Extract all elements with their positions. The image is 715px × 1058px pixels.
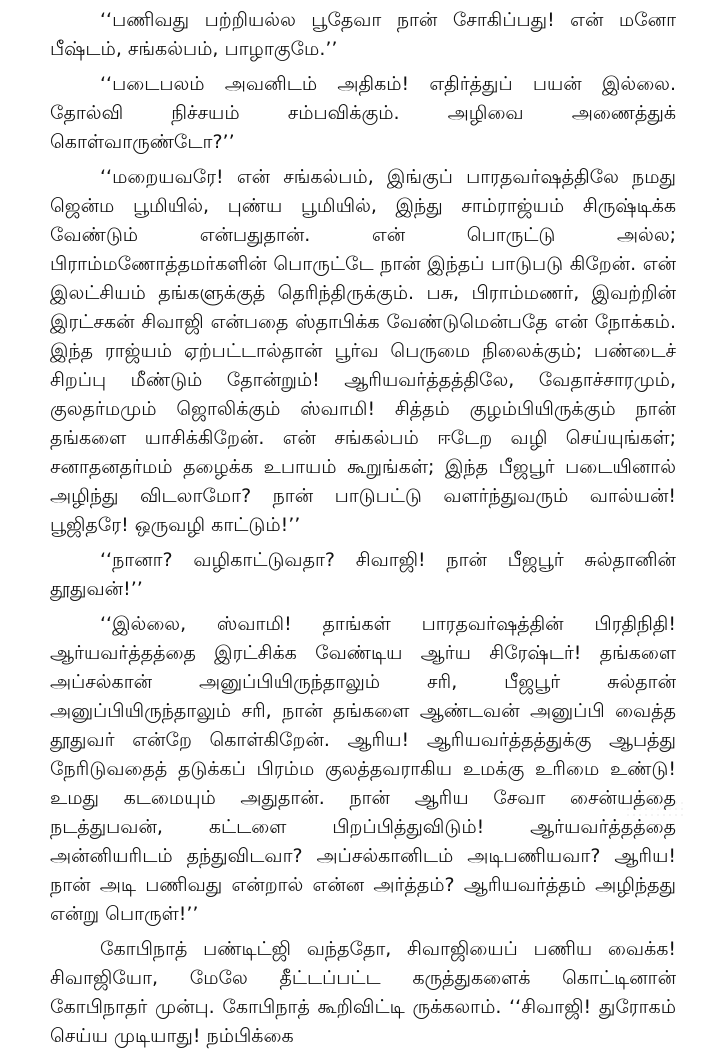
paragraph-6: கோபிநாத் பண்டிட்ஜி வந்ததோ, சிவாஜியைப் பணிய வைக்க! சிவாஜியோ, மேலே தீட்டப்பட்ட கருத்துகளைக் கொட்டினான் கோபிநாதர் முன்பு. கோபிநாத் கூறிவிட்டி ருக்கலாம். ‘‘சிவாஜி! துரோகம் செய்ய முடியாது! நம்பிக்கை: [50, 938, 676, 1047]
scan-speckle: [625, 800, 685, 818]
paragraph-1: ‘‘பணிவது பற்றியல்ல பூதேவா நான் சோகிப்பது! என் மனோ பீஷ்டம், சங்கல்பம், பாழாகுமே.’’: [50, 9, 676, 60]
paragraph-4: ‘‘நானா? வழிகாட்டுவதா? சிவாஜி! நான் பீஜபூர் சுல்தானின் தூதுவன்!’’: [50, 549, 676, 600]
paragraph-3: ‘‘மறையவரே! என் சங்கல்பம், இங்குப் பாரதவர்ஷத்திலே நமது ஜென்ம பூமியில், புண்ய பூமியில், இந்து சாம்ராஜ்யம் சிருஷ்டிக்க வேண்டும் என்பதுதான். என் பொருட்டு அல்ல; பிராம்மணோத்தமர்களின் பொருட்டே நான் இந்தப் பாடுபடு கிறேன். என் இலட்சியம் தங்களுக்குத் தெரிந்திருக்கும். பசு, பிராம்மணர், இவற்றின் இரட்சகன் சிவாஜி என்பதை ஸ்தாபிக்க வேண்டுமென்பதே என் நோக்கம். இந்த ராஜ்யம் ஏற்பட்டால்தான் பூர்வ பெருமை நிலைக்கும்; பண்டைச் சிறப்பு மீண்டும் தோன்றும்! ஆரியவர்த்தத்திலே, வேதாச்சாரமும், குலதர்மமும் ஜொலிக்கும் ஸ்வாமி! சித்தம் குழம்பியிருக்கும் நான் தங்களை யாசிக்கிறேன். என் சங்கல்பம் ஈடேற வழி செய்யுங்கள்; சனாதனதர்மம் தழைக்க உபாயம் கூறுங்கள்; இந்த பீஜபூர் படையினால் அழிந்து விடலாமோ? நான் பாடுபட்டு வளர்ந்துவரும் வால்யன்! பூஜிதரே! ஒருவழி காட்டும்!’’: [50, 166, 676, 536]
paragraph-5: ‘‘இல்லை, ஸ்வாமி! தாங்கள் பாரதவர்ஷத்தின் பிரதிநிதி! ஆர்யவர்த்தத்தை இரட்சிக்க வேண்டிய ஆர்ய சிரேஷ்டர்! தங்களை அப்சல்கான் அனுப்பியிருந்தாலும் சரி, பீஜபூர் சுல்தான் அனுப்பியிருந்தாலும் சரி, நான் தங்களை ஆண்டவன் அனுப்பி வைத்த தூதுவர் என்றே கொள்கிறேன். ஆரிய! ஆரியவர்த்தத்துக்கு ஆபத்து நேரிடுவதைத் தடுக்கப் பிரம்ம குலத்தவராகிய உமக்கு உரிமை உண்டு! உமது கடமையும் அதுதான். நான் ஆரிய சேவா சைன்யத்தை நடத்துபவன், கட்டளை பிறப்பித்துவிடும்! ஆர்யவர்த்தத்தை அன்னியரிடம் தந்துவிடவா? அப்சல்கானிடம் அடிபணியவா? ஆரிய! நான் அடி பணிவது என்றால் என்ன அர்த்தம்? ஆரியவர்த்தம் அழிந்தது என்று பொருள்!’’: [50, 613, 676, 925]
document-page: [50, 6, 676, 1052]
paragraph-2: ‘‘படைபலம் அவனிடம் அதிகம்! எதிர்த்துப் பயன் இல்லை. தோல்வி நிச்சயம் சம்பவிக்கும். அழிவை அணைத்துக் கொள்வாருண்டோ?’’: [50, 73, 676, 153]
